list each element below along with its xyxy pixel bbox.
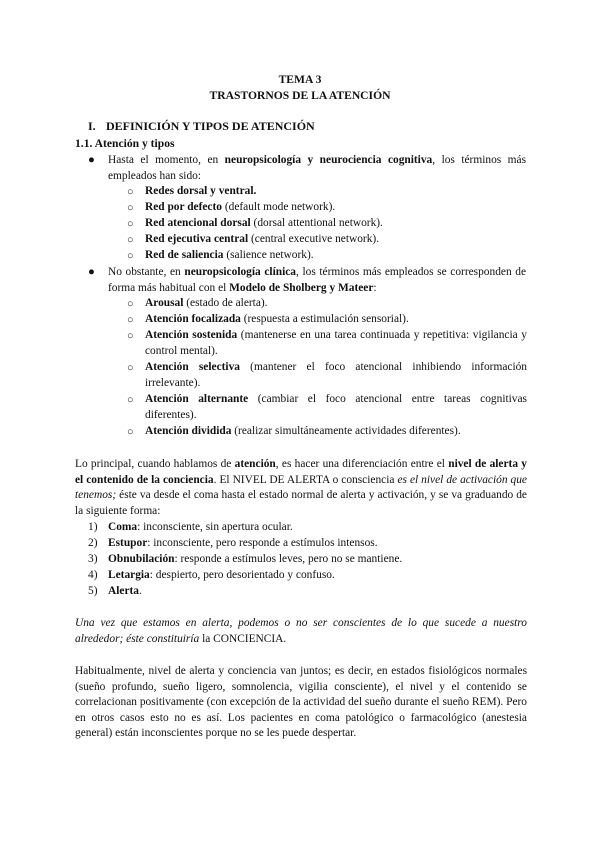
list-number: 1): [88, 521, 98, 533]
circle-bullet-icon: ○: [127, 202, 134, 214]
circle-bullet-icon: ○: [127, 362, 134, 374]
list-item: Redes dorsal y ventral.: [145, 185, 257, 197]
list-number: 2): [88, 537, 98, 549]
circle-bullet-icon: ○: [127, 218, 134, 230]
level-item: Coma: inconsciente, sin apertura ocular.: [108, 521, 293, 533]
circle-bullet-icon: ○: [127, 394, 134, 406]
list-item: Red por defecto (default mode network).: [145, 201, 336, 213]
list-item: Arousal (estado de alerta).: [145, 297, 268, 309]
list-item: Red de saliencia (salience network).: [145, 249, 314, 261]
circle-bullet-icon: ○: [127, 186, 134, 198]
circle-bullet-icon: ○: [127, 314, 134, 326]
section-title: DEFINICIÓN Y TIPOS DE ATENCIÓN: [106, 119, 315, 133]
list-item: Atención dividida (realizar simultáneamente actividades diferentes).: [145, 425, 461, 437]
list-number: 4): [88, 569, 98, 581]
list-number: 5): [88, 585, 98, 597]
level-item: Obnubilación: responde a estímulos leves, pero no se mantiene.: [108, 553, 403, 565]
circle-bullet-icon: ○: [127, 426, 134, 438]
bullet-text-1: Hasta el momento, en neuropsicología y neurociencia cognitiva, los términos más empleados han sido:: [108, 154, 527, 182]
list-item: Atención alternante (cambiar el foco atencional entre tareas cognitivas diferentes).: [145, 393, 527, 421]
bullet-icon: ●: [88, 154, 95, 166]
document-subtitle: TRASTORNOS DE LA ATENCIÓN: [209, 89, 391, 102]
paragraph-conciencia: Una vez que estamos en alerta, podemos o no ser conscientes de lo que sucede a nuestro alrededor; éste constituiría la CONCIENCIA.: [75, 617, 527, 645]
bullet-text-2: No obstante, en neuropsicología clínica, los términos más empleados se corresponden de forma más habitual con el Modelo de Sholberg y Mateer:: [108, 266, 527, 294]
list-item: Red ejecutiva central (central executive network).: [145, 233, 380, 245]
document-title: TEMA 3: [278, 73, 322, 86]
level-item: Estupor: inconsciente, pero responde a estímulos intensos.: [108, 537, 378, 549]
circle-bullet-icon: ○: [127, 234, 134, 246]
list-item: Atención selectiva (mantener el foco atencional inhibiendo información irrelevante).: [145, 361, 527, 389]
list-item: Red atencional dorsal (dorsal attentional network).: [145, 217, 383, 229]
list-number: 3): [88, 553, 98, 565]
section-heading: [88, 119, 315, 135]
circle-bullet-icon: ○: [127, 298, 134, 310]
section-number: I.: [88, 119, 96, 133]
level-item: Alerta.: [108, 585, 142, 597]
paragraph-relacion: Habitualmente, nivel de alerta y conciencia van juntos; es decir, en estados fisiológicos normales (sueño profundo, sueño ligero, somnolencia, vigilia consciente), el nivel y el contenido se correlacionan positivamente (con excepción de la actividad del sueño durante el sueño REM). Pero en otros casos esto no es así. Los pacientes en coma patológico o farmacológico (anestesia general) están inconscientes porque no se les puede despertar.: [75, 665, 527, 740]
circle-bullet-icon: ○: [127, 250, 134, 262]
paragraph-alerta: Lo principal, cuando hablamos de atención, es hacer una diferenciación entre el nivel de alerta y el contenido de la conciencia. El NIVEL DE ALERTA o consciencia es el nivel de activación que tenemos; éste va desde el coma hasta el estado normal de alerta y activación, y se va graduando de la siguiente forma:: [75, 458, 528, 517]
list-item: Atención sostenida (mantenerse en una tarea continuada y repetitiva: vigilancia y control mental).: [145, 329, 527, 357]
list-item: Atención focalizada (respuesta a estimulación sensorial).: [145, 313, 409, 325]
circle-bullet-icon: ○: [127, 330, 134, 342]
level-item: Letargia: despierto, pero desorientado y confuso.: [108, 569, 335, 581]
subsection-heading: 1.1. Atención y tipos: [75, 137, 175, 150]
bullet-icon: ●: [88, 266, 95, 278]
